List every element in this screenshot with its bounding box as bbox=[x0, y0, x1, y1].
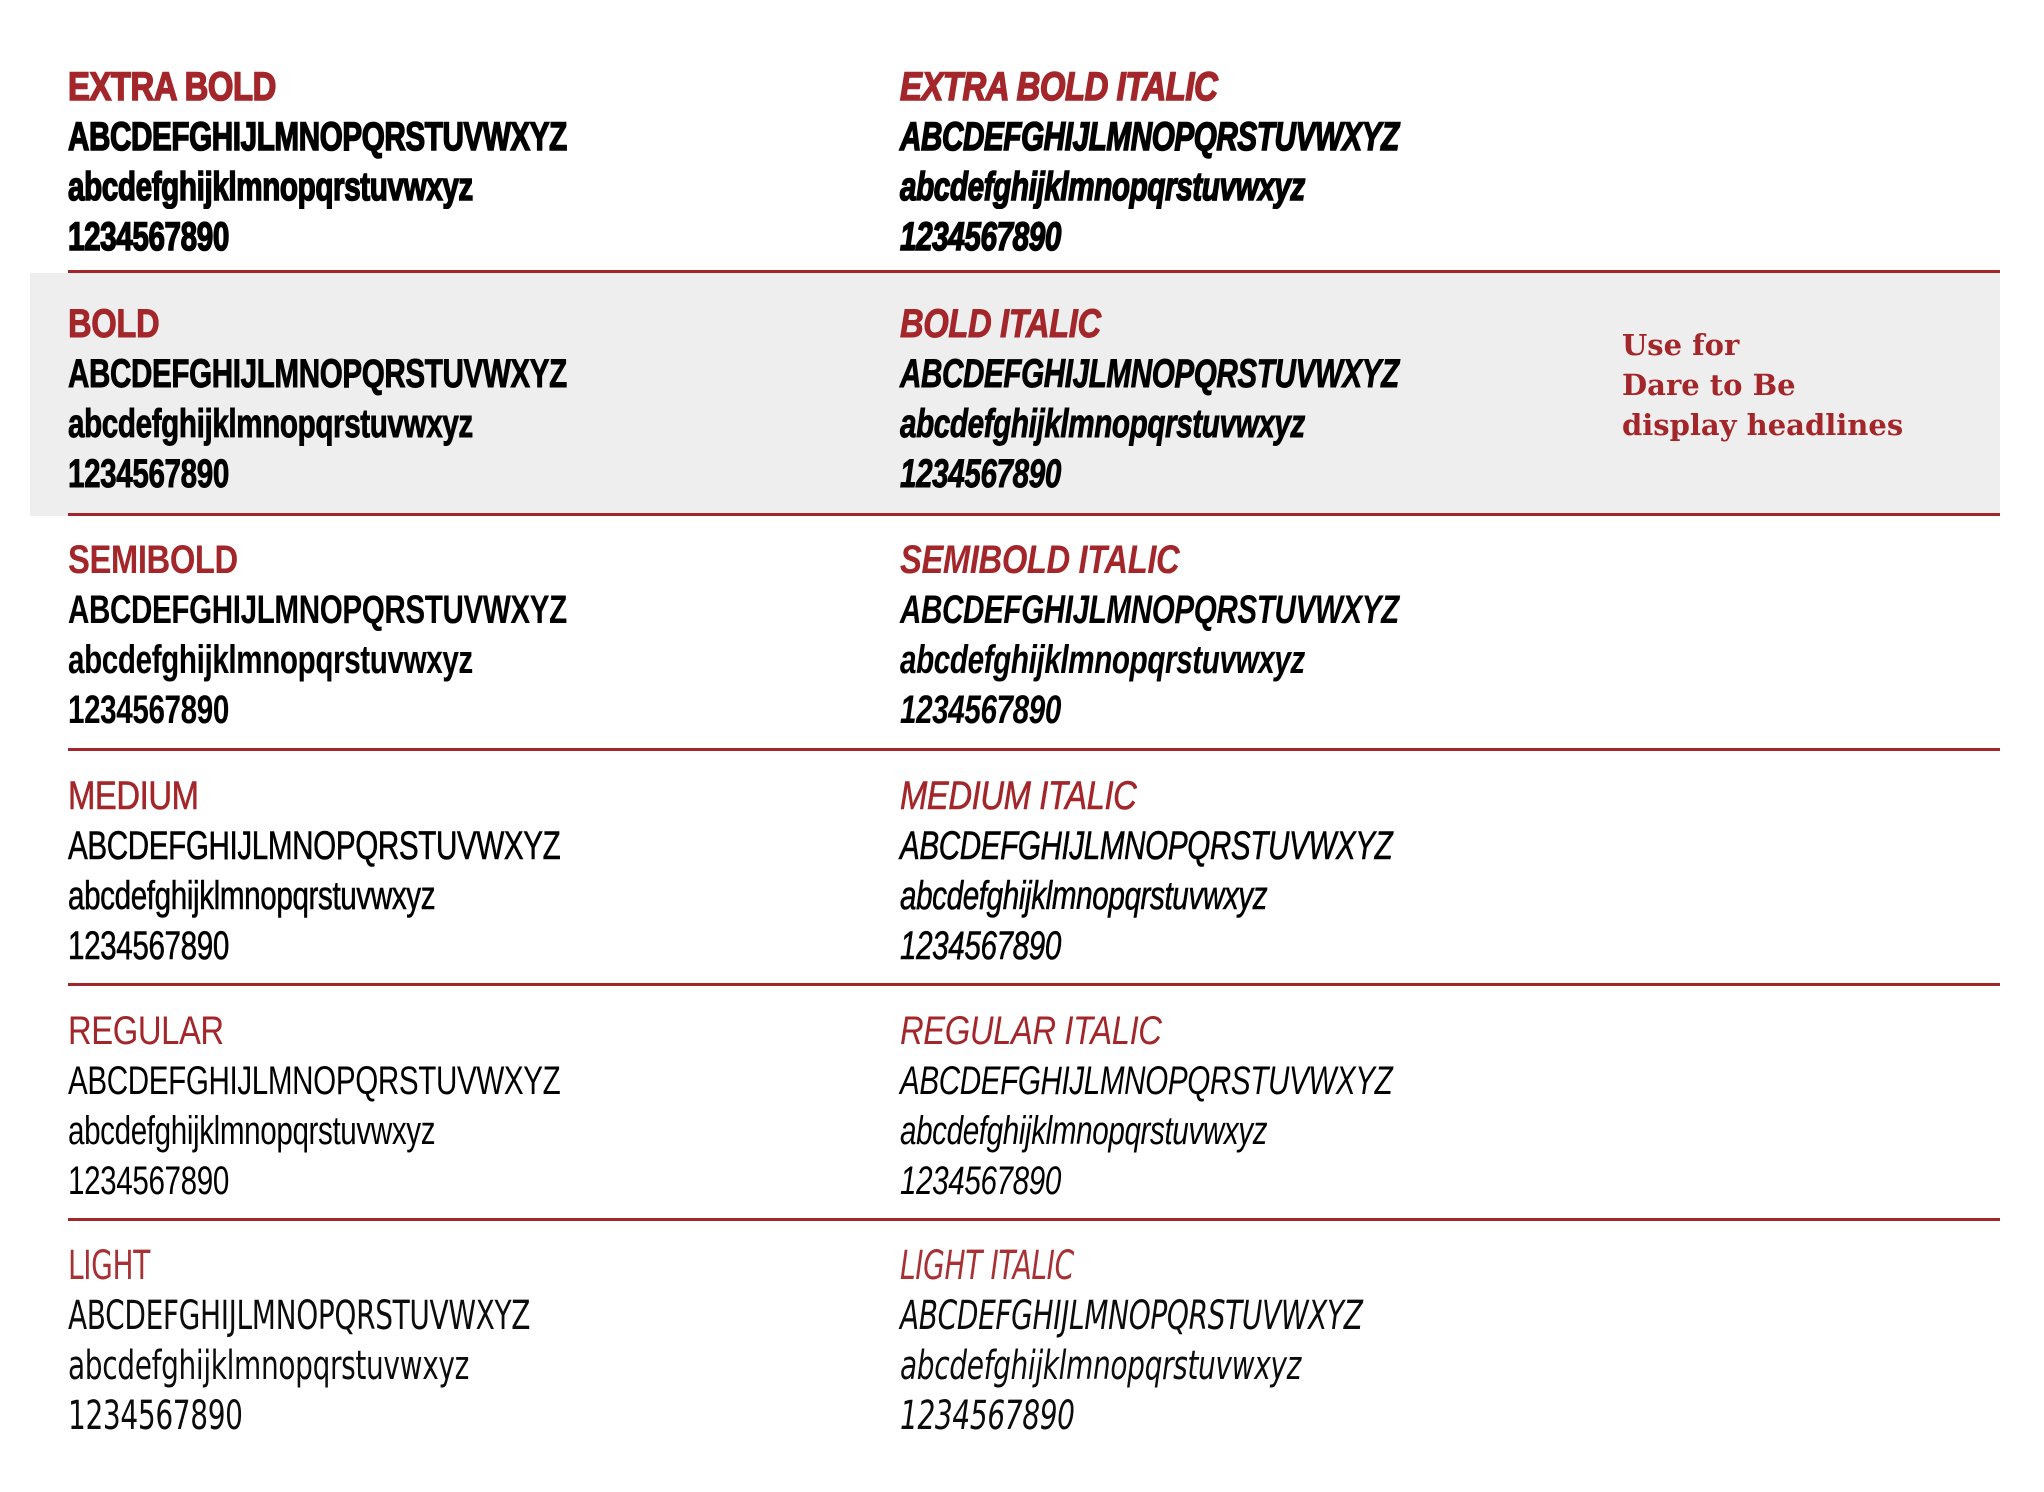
weight-heading: SEMIBOLD bbox=[68, 538, 238, 582]
uppercase-sample: ABCDEFGHIJLMNOPQRSTUVWXYZ bbox=[900, 588, 1399, 632]
weight-heading: REGULAR ITALIC bbox=[900, 1009, 1162, 1053]
weight-heading: REGULAR bbox=[68, 1009, 224, 1053]
uppercase-sample: ABCDEFGHIJLMNOPQRSTUVWXYZ bbox=[900, 824, 1393, 868]
type-row-light bbox=[0, 1241, 2044, 1441]
lowercase-sample: abcdefghijklmnopqrstuvwxyz bbox=[900, 1109, 1268, 1153]
weight-heading: LIGHT bbox=[68, 1243, 150, 1289]
digits-sample: 1234567890 bbox=[900, 1159, 1061, 1203]
lowercase-sample: abcdefghijklmnopqrstuvwxyz bbox=[68, 165, 473, 209]
lowercase-sample: abcdefghijklmnopqrstuvwxyz bbox=[68, 874, 436, 918]
regular-specimen bbox=[68, 1006, 733, 1206]
digits-sample: 1234567890 bbox=[68, 452, 229, 496]
section-divider bbox=[68, 1218, 2000, 1221]
lowercase-sample: abcdefghijklmnopqrstuvwxyz bbox=[900, 874, 1268, 918]
lowercase-sample: abcdefghijklmnopqrstuvwxyz bbox=[900, 402, 1305, 446]
weight-heading: BOLD ITALIC bbox=[900, 302, 1101, 346]
lowercase-sample: abcdefghijklmnopqrstuvwxyz bbox=[900, 638, 1305, 682]
lowercase-sample: abcdefghijklmnopqrstuvwxyz bbox=[900, 1343, 1301, 1389]
type-row-extra-bold bbox=[0, 62, 2044, 262]
digits-sample: 1234567890 bbox=[900, 1393, 1075, 1439]
medium-specimen bbox=[68, 771, 733, 971]
section-divider bbox=[68, 513, 2000, 516]
extra-bold-specimen bbox=[68, 62, 742, 262]
weight-heading: MEDIUM ITALIC bbox=[900, 774, 1137, 818]
lowercase-sample: abcdefghijklmnopqrstuvwxyz bbox=[68, 1343, 469, 1389]
type-row-regular bbox=[0, 1006, 2044, 1206]
uppercase-sample: ABCDEFGHIJLMNOPQRSTUVWXYZ bbox=[68, 588, 567, 632]
lowercase-sample: abcdefghijklmnopqrstuvwxyz bbox=[68, 638, 473, 682]
uppercase-sample: ABCDEFGHIJLMNOPQRSTUVWXYZ bbox=[68, 115, 567, 159]
weight-heading: MEDIUM bbox=[68, 774, 199, 818]
usage-note bbox=[1622, 325, 1903, 445]
uppercase-sample: ABCDEFGHIJLMNOPQRSTUVWXYZ bbox=[68, 1059, 561, 1103]
usage-note-line: display headlines bbox=[1622, 408, 1904, 442]
weight-heading: SEMIBOLD ITALIC bbox=[900, 538, 1180, 582]
uppercase-sample: ABCDEFGHIJLMNOPQRSTUVWXYZ bbox=[68, 1293, 531, 1339]
section-divider bbox=[68, 748, 2000, 751]
semibold-italic-specimen bbox=[900, 535, 1574, 735]
light-italic-specimen bbox=[900, 1241, 1561, 1441]
extra-bold-italic-specimen bbox=[900, 62, 1574, 262]
uppercase-sample: ABCDEFGHIJLMNOPQRSTUVWXYZ bbox=[900, 352, 1399, 396]
digits-sample: 1234567890 bbox=[900, 924, 1061, 968]
digits-sample: 1234567890 bbox=[68, 688, 229, 732]
usage-note-line: Dare to Be bbox=[1622, 368, 1796, 402]
semibold-specimen bbox=[68, 535, 742, 735]
medium-italic-specimen bbox=[900, 771, 1565, 971]
digits-sample: 1234567890 bbox=[900, 688, 1061, 732]
weight-heading: BOLD bbox=[68, 302, 160, 346]
type-row-medium bbox=[0, 771, 2044, 971]
bold-specimen bbox=[68, 299, 742, 499]
uppercase-sample: ABCDEFGHIJLMNOPQRSTUVWXYZ bbox=[900, 1059, 1393, 1103]
lowercase-sample: abcdefghijklmnopqrstuvwxyz bbox=[900, 165, 1305, 209]
section-divider bbox=[68, 983, 2000, 986]
usage-note-line: Use for bbox=[1622, 328, 1740, 362]
digits-sample: 1234567890 bbox=[900, 215, 1061, 259]
digits-sample: 1234567890 bbox=[68, 215, 229, 259]
uppercase-sample: ABCDEFGHIJLMNOPQRSTUVWXYZ bbox=[900, 115, 1399, 159]
digits-sample: 1234567890 bbox=[68, 1393, 243, 1439]
type-row-semibold bbox=[0, 535, 2044, 735]
weight-heading: EXTRA BOLD bbox=[68, 65, 276, 109]
bold-italic-specimen bbox=[900, 299, 1574, 499]
digits-sample: 1234567890 bbox=[68, 1159, 229, 1203]
uppercase-sample: ABCDEFGHIJLMNOPQRSTUVWXYZ bbox=[900, 1293, 1363, 1339]
light-specimen bbox=[68, 1241, 728, 1441]
regular-italic-specimen bbox=[900, 1006, 1565, 1206]
weight-heading: LIGHT ITALIC bbox=[900, 1243, 1074, 1289]
uppercase-sample: ABCDEFGHIJLMNOPQRSTUVWXYZ bbox=[68, 824, 561, 868]
lowercase-sample: abcdefghijklmnopqrstuvwxyz bbox=[68, 1109, 436, 1153]
weight-heading: EXTRA BOLD ITALIC bbox=[900, 65, 1218, 109]
digits-sample: 1234567890 bbox=[900, 452, 1061, 496]
digits-sample: 1234567890 bbox=[68, 924, 229, 968]
lowercase-sample: abcdefghijklmnopqrstuvwxyz bbox=[68, 402, 473, 446]
uppercase-sample: ABCDEFGHIJLMNOPQRSTUVWXYZ bbox=[68, 352, 567, 396]
